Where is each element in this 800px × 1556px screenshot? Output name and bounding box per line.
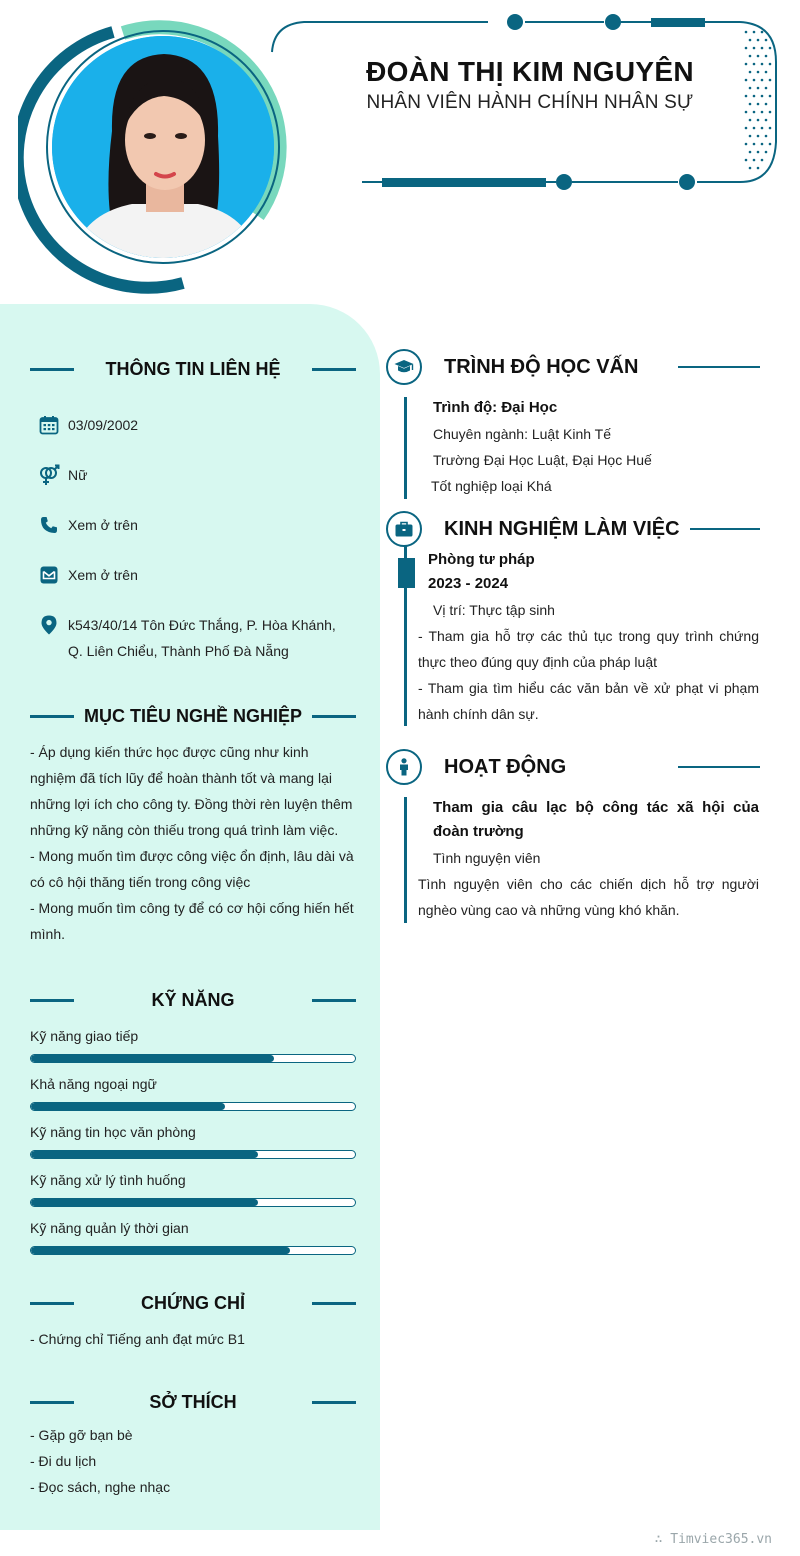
education-timeline-line — [404, 397, 407, 499]
objective-text — [30, 739, 356, 947]
profile-photo-frame — [18, 18, 294, 294]
job-title: NHÂN VIÊN HÀNH CHÍNH NHÂN SỰ — [366, 92, 694, 113]
gender-icon — [38, 464, 60, 486]
profile-photo — [52, 36, 274, 258]
skill-bar — [30, 1246, 356, 1255]
skill-item — [30, 1172, 356, 1207]
skill-bar-fill — [31, 1151, 258, 1158]
watermark — [655, 1532, 772, 1547]
skill-bar — [30, 1102, 356, 1111]
objective-paragraph-2: - Mong muốn tìm được công việc ổn định, lâu dài và có cô hội thăng tiến trong công việc — [30, 848, 354, 890]
education-grade: Tốt nghiệp loại Khá — [431, 478, 552, 494]
experience-duty: - Tham gia tìm hiểu các văn bản về xử phạt vi phạm hành chính dân sự. — [418, 680, 759, 722]
watermark-logo-icon: ∴ — [654, 1532, 671, 1547]
hobby-item: - Đọc sách, nghe nhạc — [30, 1479, 171, 1495]
certificates-title: CHỨNG CHỈ — [141, 1292, 245, 1313]
skill-bar-fill — [31, 1199, 258, 1206]
education-section-heading — [386, 348, 760, 386]
objective-paragraph-3: - Mong muốn tìm công ty để có cơ hội cống hiến hết mình. — [30, 900, 354, 942]
activities-title: HOẠT ĐỘNG — [444, 755, 567, 778]
experience-company: Phòng tư pháp — [428, 551, 535, 568]
objective-section-heading — [30, 703, 356, 729]
skill-bar — [30, 1054, 356, 1063]
skills-section-heading — [30, 987, 356, 1013]
skill-bar-fill — [31, 1247, 290, 1254]
experience-position: Vị trí: Thực tập sinh — [433, 602, 555, 618]
watermark-text: Timviec365.vn — [670, 1532, 772, 1547]
address-value — [68, 612, 348, 664]
certificates-section-heading — [30, 1290, 356, 1316]
hobbies-section-heading — [30, 1389, 356, 1415]
skill-label: Khả năng ngoại ngữ — [30, 1076, 157, 1092]
person-icon — [386, 749, 422, 785]
birthday-row — [38, 414, 138, 438]
gender-row — [38, 464, 87, 488]
hobby-item: - Gặp gỡ bạn bè — [30, 1427, 133, 1443]
briefcase-icon — [386, 511, 422, 547]
contact-title: THÔNG TIN LIÊN HỆ — [105, 358, 281, 379]
email-value: Xem ở trên — [68, 567, 138, 583]
address-row — [38, 614, 348, 664]
skill-item — [30, 1028, 356, 1063]
activity-description: Tình nguyện viên cho các chiến dịch hỗ trợ người nghèo vùng cao và những vùng khó khăn. — [418, 876, 759, 918]
skill-label: Kỹ năng tin học văn phòng — [30, 1124, 196, 1140]
activity-name: Tham gia câu lạc bộ công tác xã hội của đoàn trường — [433, 799, 759, 840]
experience-section-heading — [386, 510, 760, 548]
experience-title: KINH NGHIỆM LÀM VIỆC — [444, 517, 680, 540]
calendar-icon — [38, 414, 60, 436]
graduation-cap-icon — [386, 349, 422, 385]
certificate-item: - Chứng chỉ Tiếng anh đạt mức B1 — [30, 1331, 245, 1347]
objective-title: MỤC TIÊU NGHỀ NGHIỆP — [83, 705, 302, 726]
hobby-item: - Đi du lịch — [30, 1453, 97, 1469]
contact-section-heading — [30, 356, 356, 382]
address-line-1: k543/40/14 Tôn Đức Thắng, P. Hòa Khánh, — [68, 617, 336, 633]
hobbies-list — [30, 1422, 356, 1500]
activities-timeline-line — [404, 797, 407, 923]
education-title: TRÌNH ĐỘ HỌC VẤN — [444, 355, 639, 378]
skill-bar-fill — [31, 1103, 225, 1110]
skill-bar — [30, 1150, 356, 1159]
experience-timeline-marker — [398, 558, 415, 588]
activity-role: Tình nguyện viên — [433, 850, 541, 866]
skill-bar — [30, 1198, 356, 1207]
experience-period: 2023 - 2024 — [428, 575, 509, 592]
address-line-2: Q. Liên Chiểu, Thành Phố Đà Nẵng — [68, 643, 289, 659]
education-major: Chuyên ngành: Luật Kinh Tế — [433, 426, 611, 442]
candidate-name: ĐOÀN THỊ KIM NGUYÊN — [366, 56, 694, 87]
phone-value: Xem ở trên — [68, 517, 138, 533]
education-school: Trường Đại Học Luật, Đại Học Huế — [433, 452, 652, 468]
hobbies-title: SỞ THÍCH — [149, 1391, 237, 1412]
birthday-value: 03/09/2002 — [68, 417, 139, 433]
skill-item — [30, 1076, 356, 1111]
objective-paragraph-1: - Áp dụng kiến thức học được cũng như kinh nghiệm đã tích lũy để hoàn thành tốt và mang lại những lợi ích cho công ty. Đồng thời rèn luyện thêm những kỹ năng còn thiếu trong quá trình làm việc. — [30, 744, 353, 838]
skill-item — [30, 1220, 356, 1255]
experience-duty: - Tham gia hỗ trợ các thủ tục trong quy trình chứng thực theo đúng quy định của pháp luật — [418, 628, 759, 670]
skill-item — [30, 1124, 356, 1159]
skill-label: Kỹ năng xử lý tình huống — [30, 1172, 186, 1188]
email-icon — [38, 564, 60, 586]
activities-section-heading — [386, 748, 760, 786]
skill-label: Kỹ năng giao tiếp — [30, 1028, 139, 1044]
skill-label: Kỹ năng quản lý thời gian — [30, 1220, 189, 1236]
skills-title: KỸ NĂNG — [151, 989, 235, 1010]
gender-value: Nữ — [68, 467, 88, 483]
phone-row — [38, 514, 138, 538]
email-row — [38, 564, 138, 588]
location-icon — [38, 614, 60, 636]
phone-icon — [38, 514, 60, 536]
skill-bar-fill — [31, 1055, 274, 1062]
education-level: Trình độ: Đại Học — [433, 399, 558, 416]
